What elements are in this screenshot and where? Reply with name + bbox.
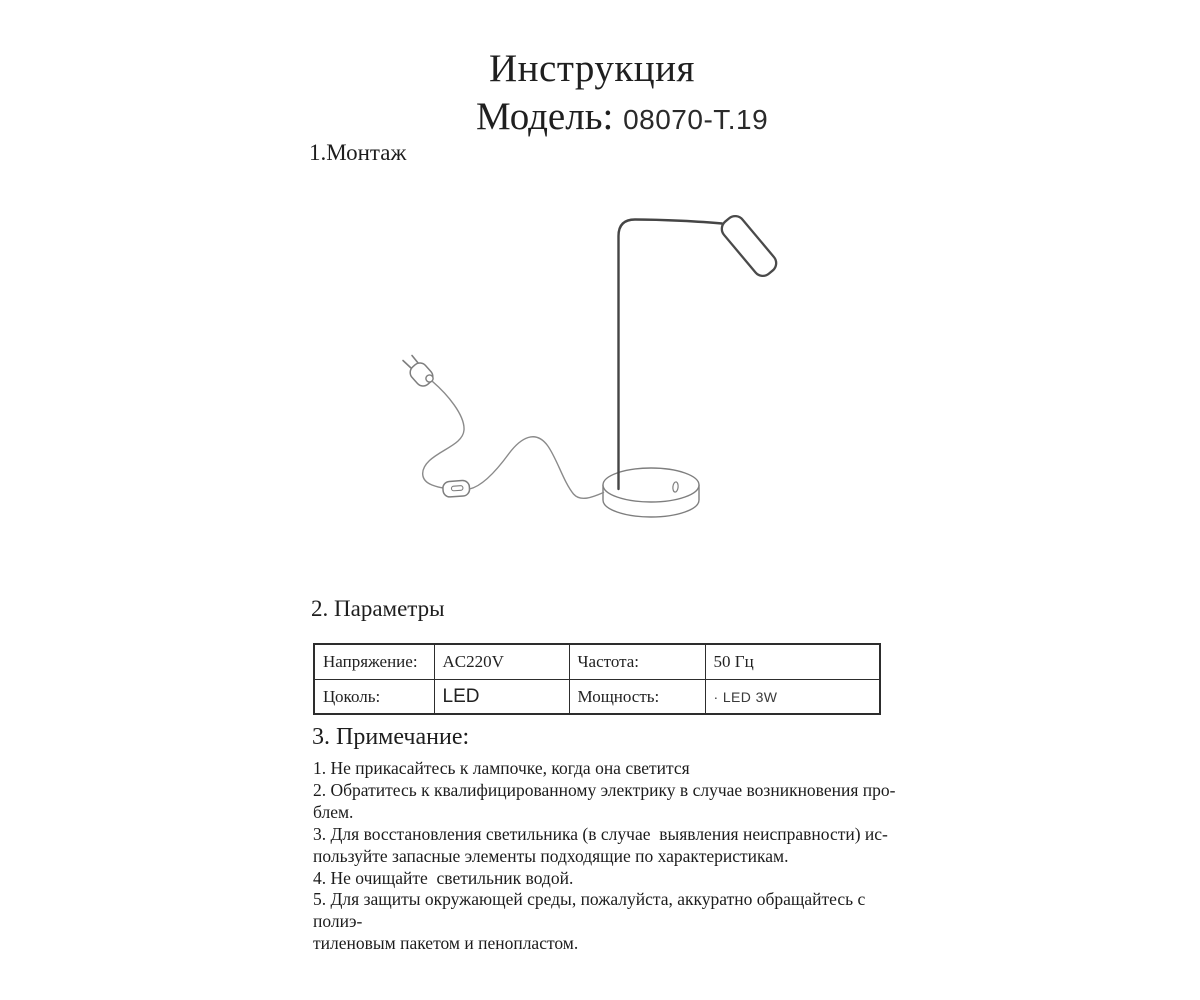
power-cord-plug-segment (423, 382, 464, 489)
param-value-frequency: 50 Гц (705, 644, 880, 680)
param-value-socket: LED (434, 680, 569, 715)
notes-list (313, 758, 898, 955)
section-heading-montage: 1.Монтаж (309, 140, 407, 165)
lamp-head (718, 212, 780, 280)
note-line: блем. (313, 801, 354, 822)
base-slot (672, 482, 678, 493)
note-line: 3. Для восстановления светильника (в случае выявления неисправности) ис- (313, 823, 888, 844)
note-line: 5. Для защиты окружающей среды, пожалуйста, аккуратно обращайтесь с полиэ- (313, 889, 870, 932)
note-line: пользуйте запасные элементы подходящие по характеристикам. (313, 845, 789, 866)
lamp-assembly-diagram (385, 188, 795, 538)
table-row (314, 644, 880, 680)
param-label-voltage: Напряжение: (314, 644, 434, 680)
parameters-table (313, 643, 881, 715)
model-label: Модель: (476, 95, 614, 138)
param-label-power: Мощность: (569, 680, 705, 715)
note-line: тиленовым пакетом и пенопластом. (313, 933, 579, 954)
note-line: 1. Не прикасайтесь к лампочке, когда она светится (313, 758, 690, 778)
inline-switch (442, 480, 470, 497)
note-line: 2. Обратитесь к квалифицированному электрику в случае возникновения про- (313, 779, 896, 800)
power-cord-base-segment (470, 437, 604, 499)
section-heading-notes: 3. Примечание: (312, 724, 470, 750)
power-plug (403, 356, 436, 390)
table-row (314, 680, 880, 715)
lamp-pole (619, 220, 723, 490)
param-label-socket: Цоколь: (314, 680, 434, 715)
param-label-frequency: Частота: (569, 644, 705, 680)
model-value: 08070-T.19 (623, 104, 769, 135)
page-title: Инструкция (489, 47, 695, 90)
model-line (476, 97, 768, 136)
param-value-power: · LED 3W (705, 680, 880, 715)
note-line: 4. Не очищайте светильник водой. (313, 867, 574, 888)
param-value-voltage: AC220V (434, 644, 569, 680)
section-heading-parameters: 2. Параметры (311, 596, 445, 621)
